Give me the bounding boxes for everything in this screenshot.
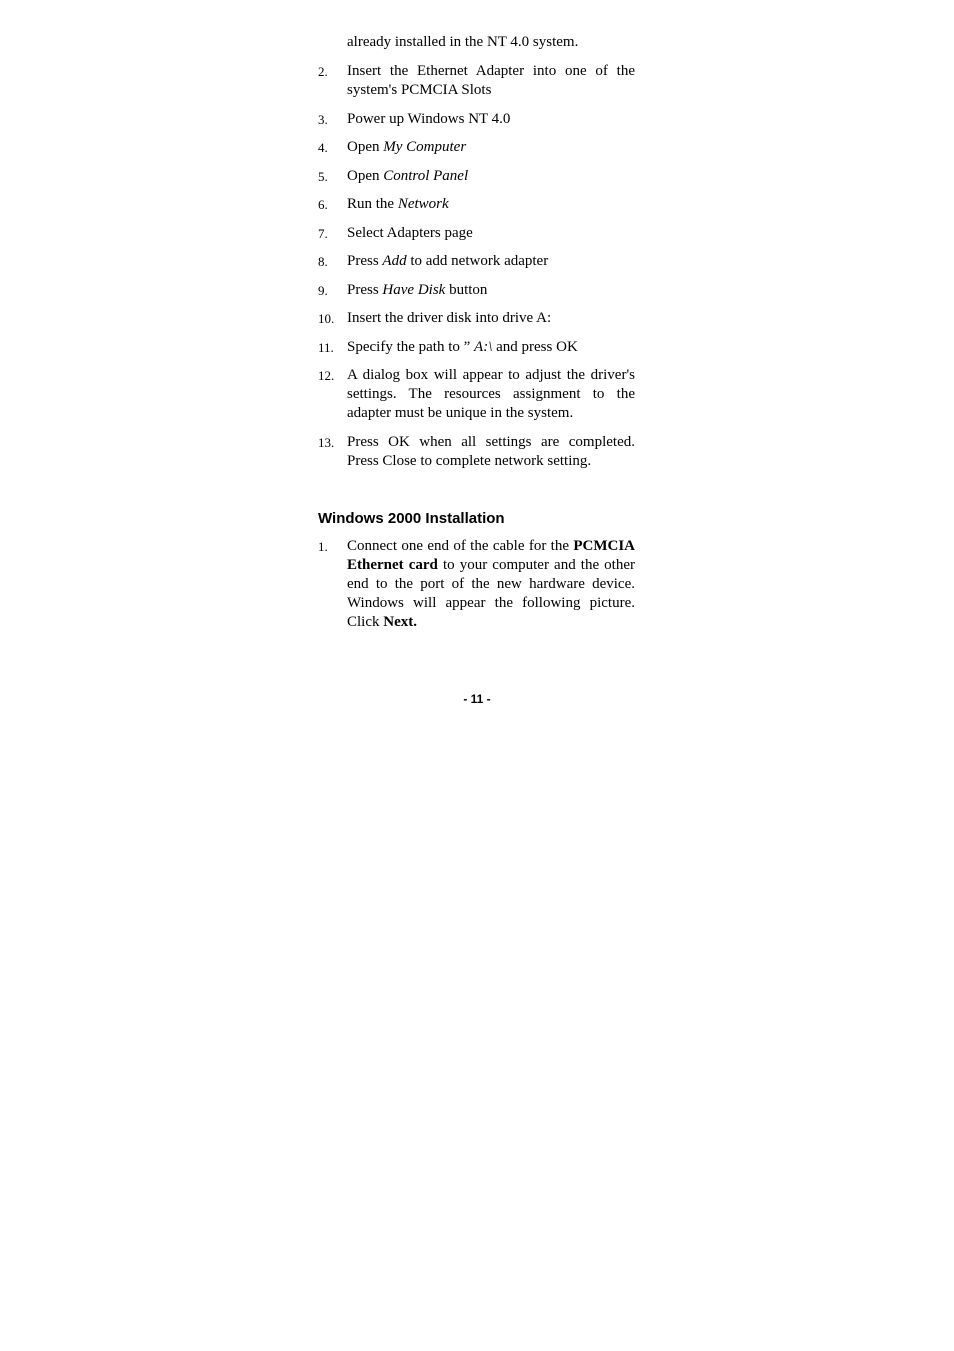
step-text: [347, 433, 635, 471]
step-text: [347, 537, 635, 632]
text-run: to add network adapter: [406, 253, 549, 269]
step-number: 10.: [318, 311, 335, 326]
text-run: Press: [347, 281, 383, 298]
step-text: [347, 62, 635, 100]
list-item: [318, 62, 635, 100]
step-text: [347, 252, 635, 271]
step-number: 7.: [318, 225, 328, 241]
list-item: [318, 309, 635, 328]
list-item: [318, 338, 635, 357]
text-run: button: [445, 281, 488, 298]
list-item: [318, 366, 635, 423]
bold-text: Next.: [383, 613, 417, 630]
step-text: [347, 338, 635, 357]
step-text: [347, 195, 635, 214]
text-run: Insert the driver disk into drive A:: [347, 310, 552, 326]
w2k-install-steps: [318, 537, 635, 632]
list-item: [318, 110, 635, 129]
step-text: [347, 110, 635, 129]
text-run: Connect one end of the cable for the: [347, 537, 574, 554]
emphasis-text: Network: [397, 196, 449, 212]
text-run: Open: [347, 139, 384, 155]
text-run: Open: [347, 167, 384, 184]
continuation-text: already installed in the NT 4.0 system.: [347, 34, 579, 50]
list-item: [318, 433, 635, 471]
text-run: Specify the path to ”: [347, 338, 475, 355]
emphasis-text: A:\: [474, 338, 493, 355]
nt-install-steps: [318, 62, 635, 471]
step-number: 6.: [318, 197, 328, 212]
step-number: 4.: [318, 140, 328, 155]
step-number: 9.: [318, 282, 328, 298]
list-item: [318, 195, 635, 214]
list-item: [318, 281, 635, 300]
text-run: Insert the Ethernet Adapter into one of the system's PCMCIA Slots: [347, 63, 635, 98]
page-number: - 11 -: [463, 692, 491, 706]
step-text: [347, 138, 635, 157]
step-text: [347, 281, 635, 300]
text-run: Press: [347, 253, 383, 269]
step-number: 12.: [318, 368, 335, 383]
step-number: 13.: [318, 434, 335, 450]
step-number: 3.: [318, 111, 328, 127]
text-run: Press OK when all settings are completed. Press Close to complete network setting.: [347, 433, 635, 469]
bold-text: PCMCIA Ethernet card: [347, 537, 635, 573]
step-number: 2.: [318, 64, 328, 79]
step-text: [347, 167, 635, 186]
section-heading: Windows 2000 Installation: [318, 509, 505, 527]
text-run: A dialog box will appear to adjust the driver's settings. The resources assignment to the adapter must be unique in the system.: [347, 367, 635, 421]
text-run: Run the: [347, 196, 398, 212]
step-number: 11.: [318, 339, 334, 355]
emphasis-text: Control Panel: [383, 167, 469, 184]
list-item: [318, 252, 635, 271]
list-item: [318, 138, 635, 157]
list-item: [318, 537, 635, 632]
step-number: 8.: [318, 254, 328, 269]
text-run: and press OK: [492, 338, 578, 355]
page-content: [318, 33, 635, 641]
list-item: [318, 224, 635, 243]
step-text: [347, 366, 635, 423]
emphasis-text: Add: [382, 253, 407, 269]
step-text: [347, 224, 635, 243]
step-text: [347, 309, 635, 328]
text-run: Select Adapters page: [347, 224, 473, 241]
emphasis-text: Have Disk: [382, 281, 446, 298]
text-run: to your computer and the other end to the port of the new hardware device. Windows will appear the following picture. Click: [347, 556, 635, 630]
text-run: Power up Windows NT 4.0: [347, 110, 511, 127]
list-item: [318, 167, 635, 186]
step-number: 1.: [318, 538, 328, 554]
emphasis-text: My Computer: [383, 139, 467, 155]
step-number: 5.: [318, 168, 328, 184]
